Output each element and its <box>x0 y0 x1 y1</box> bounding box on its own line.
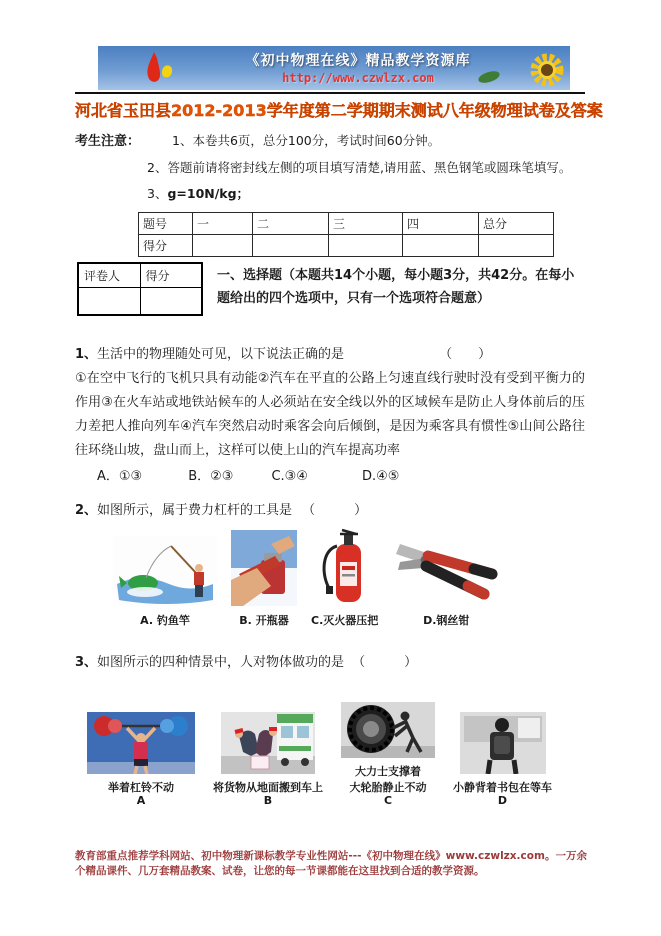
notice-item-1: 1、本卷共6页，总分100分，考试时间60分钟。 <box>172 133 441 148</box>
score-table-value-row <box>139 235 554 257</box>
footer-promo-text: 教育部重点推荐学科网站、初中物理新课标教学专业性网站---《初中物理在线》www.czwlzx.com。一万余个精品课件、几万套精品教案、试卷，让您的每一节课都能在这里找到合适的教学资源。 <box>75 850 587 877</box>
figure-caption: A. 钓鱼竿 <box>140 614 190 627</box>
figure-weightlifter <box>87 712 195 807</box>
figure-letter: C <box>383 794 393 807</box>
notice-item-3-prefix: 3、 <box>147 186 168 201</box>
grader-header-row <box>78 263 202 287</box>
figure-caption: C.灭火器压把 <box>311 614 379 627</box>
figure-letter: B <box>263 794 273 807</box>
question-3-stem-text: 如图所示的四种情景中，人对物体做功的是 <box>97 655 345 670</box>
score-col-2: 二 <box>253 213 329 235</box>
grader-section-row <box>75 262 585 316</box>
score-col-3: 三 <box>329 213 403 235</box>
site-banner <box>98 46 570 90</box>
question-2-stem-text: 如图所示，属于费力杠杆的工具是 <box>97 503 293 518</box>
score-col-total: 总分 <box>479 213 554 235</box>
sunflower-icon <box>526 52 566 90</box>
figure-caption: 将货物从地面搬到车上 <box>213 781 323 794</box>
section-1-heading: 一、选择题（本题共14个小题，每小题3分，共42分。在每小题给出的四个选项中，只有一个选项符合题意） <box>217 268 575 306</box>
score-col-4: 四 <box>403 213 479 235</box>
question-3-figures <box>75 702 585 807</box>
question-3 <box>75 652 585 807</box>
weightlifter-image <box>87 712 195 774</box>
figure-bottle-opener <box>231 530 297 628</box>
figure-caption: D.钢丝钳 <box>423 614 470 627</box>
score-table <box>138 212 554 257</box>
score-table-header-row <box>139 213 554 235</box>
figure-loading-goods <box>213 712 323 807</box>
score-cell-empty <box>479 235 554 257</box>
answer-bracket: （ ） <box>352 655 418 670</box>
grader-col-1: 评卷人 <box>78 263 140 287</box>
option-c: C.③④ <box>271 469 308 484</box>
question-2-number: 2、 <box>75 503 98 518</box>
figure-fishing-rod <box>113 536 217 628</box>
girl-backpack-image <box>460 712 546 774</box>
fire-extinguisher-image <box>316 528 374 606</box>
divider-line <box>75 92 585 94</box>
site-url: http://www.czwlzx.com <box>282 71 434 85</box>
document-page <box>75 46 603 807</box>
answer-bracket: （ ） <box>439 347 492 362</box>
bottle-opener-image <box>231 530 297 606</box>
question-2-stem <box>75 500 585 522</box>
notice-row-1 <box>75 128 585 155</box>
fishing-rod-image <box>113 536 217 606</box>
loading-goods-image <box>221 712 315 774</box>
score-cell-empty <box>403 235 479 257</box>
figure-letter: A <box>136 794 146 807</box>
question-1 <box>75 344 585 488</box>
figure-strongman-tire <box>341 702 435 807</box>
figure-caption: 小静背着书包在等车 <box>453 781 552 794</box>
notice-item-3-value: g=10N/kg； <box>167 186 250 201</box>
score-cell-empty <box>329 235 403 257</box>
figure-letter: D <box>497 794 508 807</box>
figure-caption: 举着杠铃不动 <box>108 781 174 794</box>
notice-row-3 <box>75 181 585 207</box>
option-a: A．①③ <box>97 469 143 484</box>
banner-text <box>218 50 498 85</box>
score-cell-empty <box>253 235 329 257</box>
figure-girl-backpack <box>453 712 552 807</box>
answer-bracket: （ ） <box>302 503 368 518</box>
figure-caption: B. 开瓶器 <box>239 614 289 627</box>
question-1-body: ①在空中飞行的飞机只具有动能②汽车在平直的公路上匀速直线行驶时没有受到平衡力的作用③在火车站或地铁站候车的人必须站在安全线以外的区域候车是防止人身体前后的压力差把人推向列车④汽车突然启动时乘客会向后倾倒，是因为乘客具有惯性⑤山间公路往往环绕山坡，盘山而上，这样可以使上山的汽车提高功率 <box>75 371 585 458</box>
grader-empty-row <box>78 287 202 315</box>
figure-fire-extinguisher <box>311 528 378 628</box>
score-header-label: 题号 <box>139 213 193 235</box>
question-3-number: 3、 <box>75 655 98 670</box>
question-1-stem-text: 生活中的物理随处可见，以下说法正确的是 <box>97 347 345 362</box>
question-1-number: 1、 <box>75 347 98 362</box>
figure-caption: 大力士支撑着 <box>355 765 421 778</box>
grader-col-2: 得分 <box>140 263 202 287</box>
score-row-label: 得分 <box>139 235 193 257</box>
question-1-stem <box>75 344 585 366</box>
page-title: 河北省玉田县2012-2013学年度第二学期期末测试八年级物理试卷及答案 <box>75 101 603 120</box>
option-d: D.④⑤ <box>361 469 400 484</box>
grader-cell-empty <box>140 287 202 315</box>
grader-cell-empty <box>78 287 140 315</box>
score-cell-empty <box>193 235 253 257</box>
wire-pliers-image <box>392 534 500 606</box>
question-3-stem <box>75 652 585 674</box>
notice-block <box>75 128 585 207</box>
question-2 <box>75 500 585 628</box>
question-1-options <box>75 466 585 488</box>
site-title: 《初中物理在线》精品教学资源库 <box>245 53 471 69</box>
question-2-figures <box>75 528 585 628</box>
notice-item-2: 2、答题前请将密封线左侧的项目填写清楚,请用蓝、黑色钢笔或圆珠笔填写。 <box>147 160 572 175</box>
score-col-1: 一 <box>193 213 253 235</box>
site-logo-icon <box>140 50 186 90</box>
figure-wire-pliers <box>392 534 500 628</box>
option-b: B．②③ <box>188 469 234 484</box>
notice-label: 考生注意： <box>75 134 141 149</box>
grader-table <box>77 262 203 316</box>
strongman-tire-image <box>341 702 435 758</box>
figure-caption-line-2: 大轮胎静止不动 <box>349 781 427 794</box>
notice-row-2 <box>75 155 585 181</box>
